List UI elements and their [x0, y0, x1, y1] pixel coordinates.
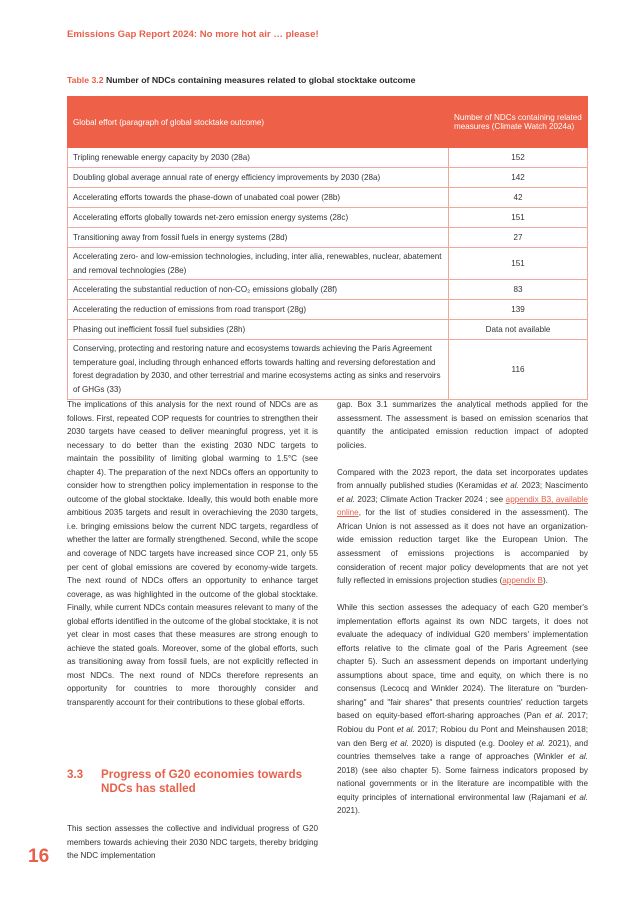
- effort-cell: Accelerating the reduction of emissions from road transport (28g): [68, 300, 449, 320]
- table-caption-number: Table 3.2: [67, 75, 104, 85]
- body-paragraph: [337, 601, 588, 818]
- section-number: 3.3: [67, 768, 84, 781]
- effort-cell: Doubling global average annual rate of energy efficiency improvements by 2030 (28a): [68, 168, 449, 188]
- left-column: [67, 398, 318, 710]
- text-run: et al.: [500, 481, 519, 491]
- text-run: et al.: [337, 494, 355, 504]
- count-cell: 83: [449, 280, 588, 300]
- text-run: 2021), and countries themselves take a range of approaches (Winkler: [337, 738, 588, 762]
- text-run: et al.: [390, 738, 409, 748]
- body-paragraph: gap. Box 3.1 summarizes the analytical methods applied for the assessment. The assessment is based on emission scenarios that quantify the anticipated emission reduction impact of adopted policies.: [337, 400, 588, 450]
- table-row: [68, 340, 588, 399]
- column-header-global-effort: Global effort (paragraph of global stocktake outcome): [68, 97, 449, 148]
- effort-cell: Tripling renewable energy capacity by 2030 (28a): [68, 148, 449, 168]
- text-run: 2017; Robiou du Pont: [337, 711, 588, 735]
- count-cell: 139: [449, 300, 588, 320]
- count-cell: 142: [449, 168, 588, 188]
- page-number: 16: [28, 846, 50, 867]
- section-intro: [67, 822, 318, 863]
- right-column: [337, 398, 588, 818]
- section-heading: [67, 768, 319, 796]
- table-header-row: [68, 97, 588, 148]
- table-row: [68, 208, 588, 228]
- table-caption-text: Number of NDCs containing measures related to global stocktake outcome: [105, 75, 416, 85]
- text-run: 2023; Nascimento: [518, 481, 588, 491]
- count-cell: 27: [449, 228, 588, 248]
- effort-cell: Transitioning away from fossil fuels in energy systems (28d): [68, 228, 449, 248]
- table-caption: [67, 75, 587, 85]
- text-run: 2018) (see also chapter 5). Some fairness indicators proposed by national governments or in the literature are incompatible with the equity principles of international environmental law (Rajamani: [337, 765, 588, 802]
- text-run: et al.: [569, 792, 588, 802]
- effort-cell: Accelerating the substantial reduction of non-CO₂ emissions globally (28f): [68, 280, 449, 300]
- effort-cell: Phasing out inefficient fossil fuel subsidies (28h): [68, 320, 449, 340]
- text-run: 2023; Climate Action Tracker 2024 ; see: [354, 494, 506, 504]
- table-row: [68, 148, 588, 168]
- effort-cell: Conserving, protecting and restoring nature and ecosystems towards achieving the Paris Agreement temperature goal, including through enhanced efforts towards halting and reversing deforestation and forest degradation by 2030, and other terrestrial and marine ecosystems acting as sinks and reservoirs of GHGs (33): [68, 340, 449, 399]
- text-run: While this section assesses the adequacy of each G20 member's implementation efforts against its own NDC targets, it does not evaluate the adequacy of individual G20 members' implementation efforts relative to the climate goal of the Paris Agreement (see chapter 5). Such an assessment depends on important underlying assumptions about space, time and equity, on which there is no consensus (Lecocq and Winkler 2024). The literature on "burden-sharing" and "fair shares" that presents countries' reduction targets based on equity-based effort-sharing approaches (Pan: [337, 603, 588, 721]
- appendix-b-link[interactable]: appendix B: [502, 576, 543, 586]
- table-row: [68, 280, 588, 300]
- text-run: 2021).: [337, 806, 361, 816]
- count-cell: 42: [449, 188, 588, 208]
- count-cell: 151: [449, 208, 588, 228]
- text-run: 2017; Robiou du Pont and Meinshausen 2018; van den Berg: [337, 725, 588, 748]
- table-row: [68, 188, 588, 208]
- body-paragraph: This section assesses the collective and individual progress of G20 members towards achieving their 2030 NDC targets, thereby bridging the NDC implementation: [67, 824, 318, 861]
- column-header-ndc-count: Number of NDCs containing related measures (Climate Watch 2024a): [449, 97, 588, 148]
- effort-cell: Accelerating efforts towards the phase-down of unabated coal power (28b): [68, 188, 449, 208]
- running-header: Emissions Gap Report 2024: No more hot air … please!: [67, 29, 319, 40]
- table-row: [68, 320, 588, 340]
- table-row: [68, 300, 588, 320]
- count-cell: 116: [449, 340, 588, 399]
- effort-cell: Accelerating efforts globally towards net-zero emission energy systems (28c): [68, 208, 449, 228]
- ndc-measures-table: [67, 96, 588, 400]
- body-paragraph: The implications of this analysis for the next round of NDCs are as follows. First, repeated COP requests for countries to strengthen their 2030 targets have ceased to deliver meaningful progress, yet it is necessary to do better than the existing 2030 NDC targets to maintain the possibility of limiting global warming to 1.5°C (see chapter 4). The preparation of the next NDCs offers an opportunity to consider how to strengthen policy implementation in response to the outcome of the global stocktake. Ideally, this would both enable more ambitious 2035 targets and result in overachieving the 2030 targets, i.e. bringing emissions below the current NDC targets, regardless of whether the latter are formally strengthened. Second, while the scope and coverage of NDC targets have increased since COP 21, only 55 per cent of global emissions are covered by economy-wide targets. The next round of NDCs offers an opportunity to enhance target coverage, as was highlighted in the outcome of the global stocktake. Finally, while current NDCs contain measures relevant to many of the global efforts identified in the outcome of the global stocktake, it is not yet clear in most cases that these measures are strong enough to achieve the stated goals. Moreover, some of the global efforts, such as transitioning away from fossil fuels, are not explicitly reflected in most NDCs. The next round of NDCs therefore represents an opportunity for countries to more thoroughly consider and transparently account for their contributions to these global efforts.: [67, 400, 318, 708]
- text-run: et al.: [526, 738, 546, 748]
- count-cell: 151: [449, 248, 588, 280]
- appendix-b3-link[interactable]: appendix B3, available online: [337, 494, 588, 518]
- text-run: 2020) is disputed (e.g. Dooley: [408, 738, 527, 748]
- table-row: [68, 168, 588, 188]
- text-run: et al.: [396, 725, 415, 735]
- count-cell: 152: [449, 148, 588, 168]
- text-run: ).: [542, 576, 548, 586]
- section-title-line1: Progress of G20 economies towards: [101, 768, 303, 781]
- text-run: Compared with the 2023 report, the data set incorporates updates from annually published studies (Keramidas: [337, 467, 588, 491]
- text-run: et al.: [544, 711, 564, 721]
- body-paragraph: [337, 466, 588, 588]
- section-title-line2: NDCs has stalled: [101, 782, 196, 795]
- table-row: [68, 228, 588, 248]
- text-run: , for the list of studies considered in the assessment). The African Union is not assessed as it does not have an organization-wide emission reduction target like the European Union. The assessment of emissions projections is accompanied by consideration of recent major policy developments that are not yet fully reflected in emissions projection studies (: [337, 508, 588, 586]
- effort-cell: Accelerating zero- and low-emission technologies, including, inter alia, renewables, nuclear, abatement and removal technologies (28e): [68, 248, 449, 280]
- count-cell: Data not available: [449, 320, 588, 340]
- text-run: et al.: [567, 752, 588, 762]
- table-row: [68, 248, 588, 280]
